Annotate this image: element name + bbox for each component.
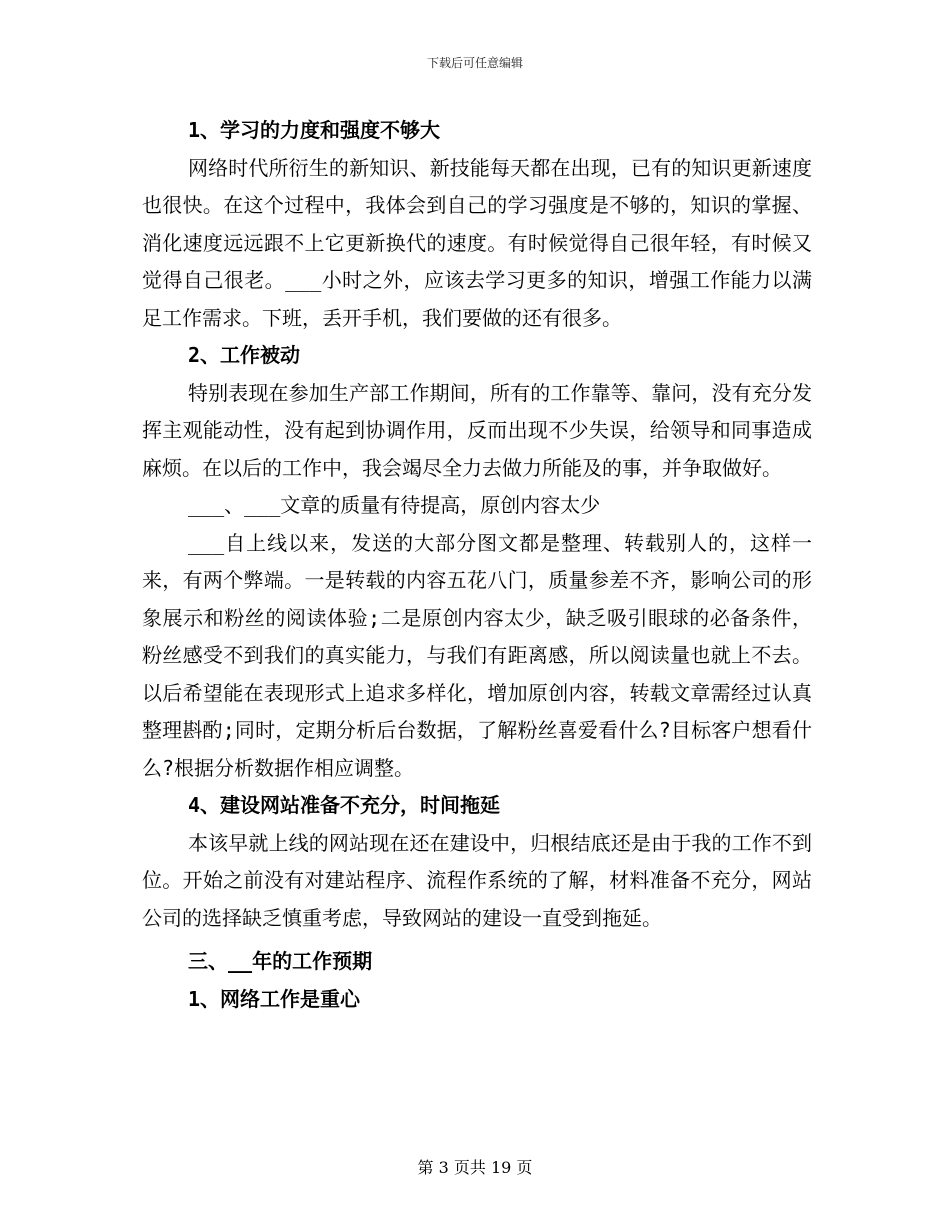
paragraph-study: 网络时代所衍生的新知识、新技能每天都在出现，已有的知识更新速度也很快。在这个过程中，我体会到自己的学习强度是不够的，知识的掌握、消化速度远远跟不上它更新换代的速度。有时候觉得自己很年轻，有时候又觉得自己很老。___小时之外，应该去学习更多的知识，增强工作能力以满足工作需求。下班，丢开手机，我们要做的还有很多。 bbox=[142, 155, 812, 330]
page-footer: 第 3 页共 19 页 bbox=[417, 1158, 533, 1177]
section-heading-website: 4、建设网站准备不充分，时间拖延 bbox=[188, 793, 501, 817]
section-heading-expectations: 三、__年的工作预期 bbox=[188, 949, 373, 973]
paragraph-article-quality: ___自上线以来，发送的大部分图文都是整理、转载别人的，这样一来，有两个弊端。一是转载的内容五花八门，质量参差不齐，影响公司的形象展示和粉丝的阅读体验;二是原创内容太少，缺乏吸引眼球的必备条件，粉丝感受不到我们的真实能力，与我们有距离感，所以阅读量也就上不去。以后希望能在表现形式上追求多样化，增加原创内容，转载文章需经过认真整理斟酌;同时，定期分析后台数据，了解粉丝喜爱看什么?目标客户想看什么?根据分析数据作相应调整。 bbox=[142, 530, 812, 780]
section-heading-passive-work: 2、工作被动 bbox=[188, 343, 301, 367]
section-heading-study: 1、学习的力度和强度不够大 bbox=[188, 118, 441, 142]
section-heading-article-quality: ___、___文章的质量有待提高，原创内容太少 bbox=[188, 493, 601, 517]
document-body bbox=[142, 112, 812, 1018]
paragraph-website: 本该早就上线的网站现在还在建设中，归根结底还是由于我的工作不到位。开始之前没有对建站程序、流程作系统的了解，材料准备不充分，网站公司的选择缺乏慎重考虑，导致网站的建设一直受到拖延。 bbox=[142, 830, 812, 930]
paragraph-passive-work: 特别表现在参加生产部工作期间，所有的工作靠等、靠问，没有充分发挥主观能动性，没有起到协调作用，反而出现不少失误，给领导和同事造成麻烦。在以后的工作中，我会竭尽全力去做力所能及的事，并争取做好。 bbox=[142, 380, 812, 480]
section-heading-network-focus: 1、网络工作是重心 bbox=[188, 986, 361, 1011]
page-header: 下载后可任意编辑 bbox=[426, 56, 523, 70]
